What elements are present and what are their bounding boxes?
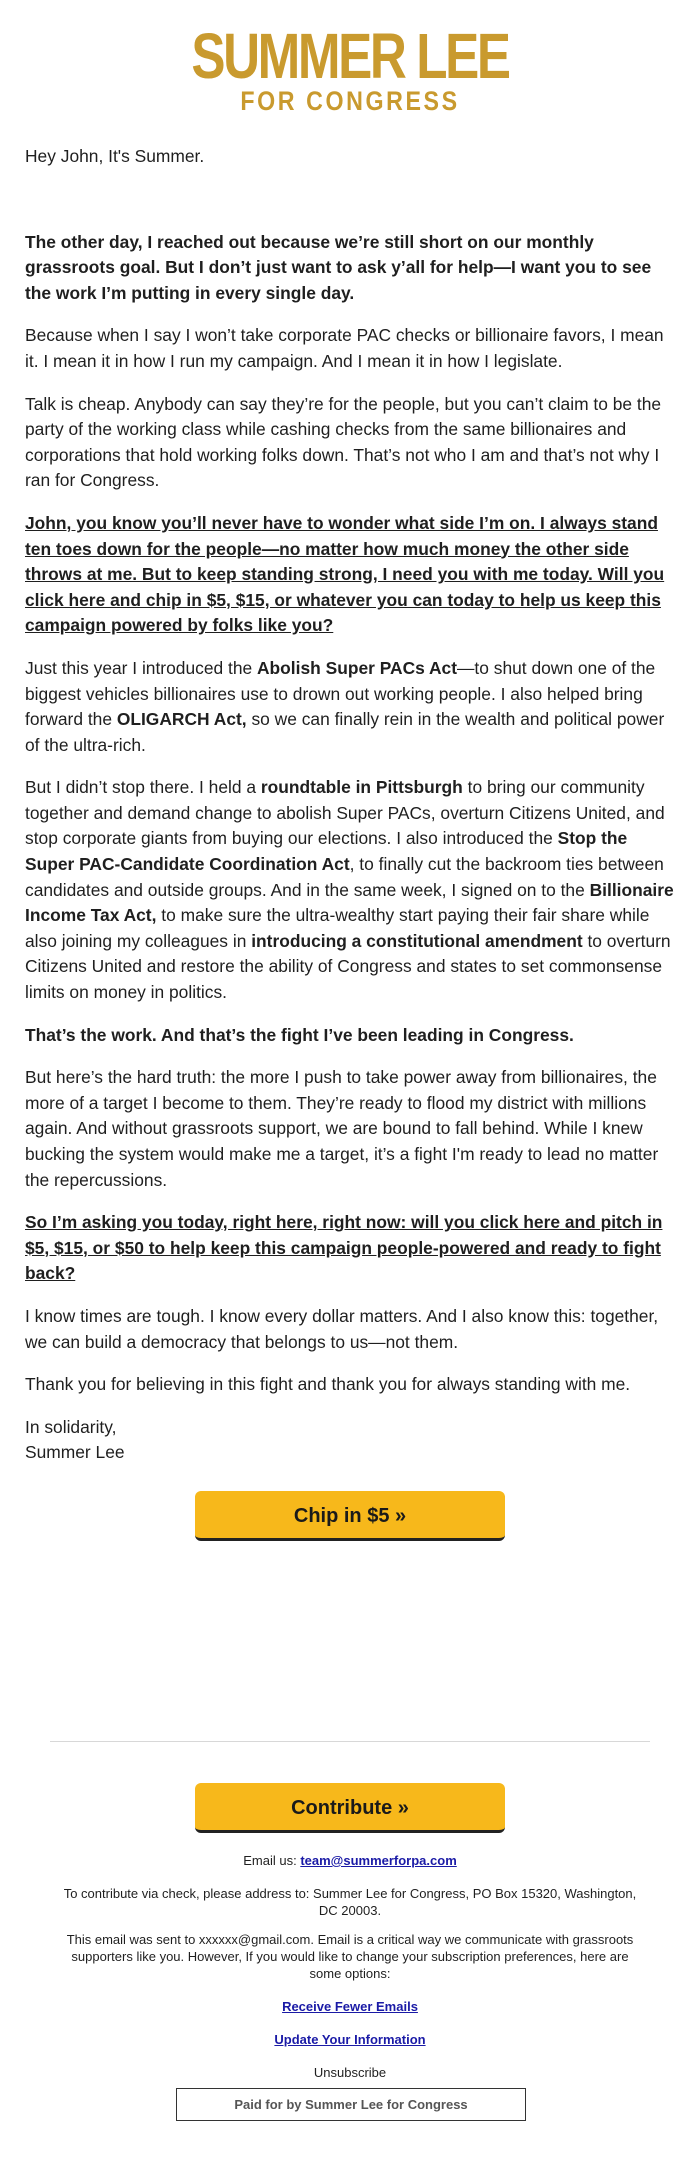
- email-body: [25, 144, 675, 1466]
- paragraph-10: I know times are tough. I know every dollar matters. And I also know this: together, we can build a democracy that belongs to us—not them.: [25, 1305, 659, 1352]
- check-address: To contribute via check, please address to: Summer Lee for Congress, PO Box 15320, Washington, DC 20003.: [63, 1886, 637, 1918]
- update-information-link[interactable]: Update Your Information: [274, 2032, 426, 2047]
- paragraph-3: Talk is cheap. Anybody can say they’re for the people, but you can’t claim to be the party of the working class while cashing checks from the same billionaires and corporations that hold working folks down. That’s not who I am and that’s not why I ran for Congress.: [25, 393, 662, 491]
- donate-link-paragraph-1[interactable]: John, you know you’ll never have to wonder what side I’m on. I always stand ten toes down for the people—no matter how much money the other side throws at me. But to keep standing strong, I need you with me today. Will you click here and chip in $5, $15, or whatever you can today to help us keep this campaign powered by folks like you?: [25, 512, 665, 636]
- unsubscribe-link[interactable]: Unsubscribe: [313, 2065, 387, 2080]
- greeting: Hey John, It's Summer.: [25, 146, 205, 166]
- campaign-logo: [0, 20, 700, 118]
- subscription-notice: This email was sent to xxxxxx@gmail.com. Email is a critical way we communicate with grassroots supporters like you. However, If you would like to change your subscription preferences, here are some options:: [66, 1932, 634, 1981]
- signoff: In solidarity,: [25, 1416, 117, 1437]
- donate-link-paragraph-2[interactable]: So I’m asking you today, right here, right now: will you click here and pitch in $5, $15, or $50 to help keep this campaign people-powered and ready to fight back?: [25, 1212, 663, 1284]
- paragraph-5: Just this year I introduced the Abolish Super PACs Act—to shut down one of the biggest vehicles billionaires use to drown out working people. I also helped bring forward the OLIGARCH Act, so we can finally rein in the wealth and political power of the ultra-rich.: [25, 657, 665, 755]
- paid-for-disclaimer: Paid for by Summer Lee for Congress: [176, 2088, 526, 2121]
- logo-subtitle: FOR CONGRESS: [240, 86, 460, 116]
- signature-block: [25, 1415, 675, 1466]
- paragraph-2: Because when I say I won’t take corporate PAC checks or billionaire favors, I mean it. I mean it in how I run my campaign. And I mean it in how I legislate.: [25, 325, 664, 371]
- chip-in-button[interactable]: Chip in $5 »: [195, 1491, 505, 1541]
- email-contact: Email us: team@summerforpa.com: [243, 1853, 457, 1868]
- footer: [60, 1852, 640, 2093]
- signature: Summer Lee: [25, 1442, 125, 1463]
- paragraph-8: But here’s the hard truth: the more I push to take power away from billionaires, the more of a target I become to them. They’re ready to flood my district with millions again. And without grassroots support, we are bound to fall behind. While I knew bucking the system would make me a target, it’s a fight I'm ready to lead no matter the repercussions.: [25, 1067, 659, 1190]
- paragraph-6: But I didn’t stop there. I held a roundtable in Pittsburgh to bring our community together and demand change to abolish Super PACs, overturn Citizens United, and stop corporate giants from buying our elections. I also introduced the Stop the Super PAC-Candidate Coordination Act, to finally cut the backroom ties between candidates and outside groups. And in the same week, I signed on to the Billionaire Income Tax Act, to make sure the ultra-wealthy start paying their fair share while also joining my colleagues in introducing a constitutional amendment to overturn Citizens United and restore the ability of Congress and states to set commonsense limits on money in politics.: [25, 777, 674, 1003]
- logo-name: SUMMER LEE: [191, 20, 509, 92]
- intro-paragraph: The other day, I reached out because we’re still short on our monthly grassroots goal. But I don’t just want to ask y’all for help—I want you to see the work I’m putting in every single day.: [25, 231, 652, 303]
- paragraph-7: That’s the work. And that’s the fight I’ve been leading in Congress.: [25, 1024, 574, 1045]
- contribute-button[interactable]: Contribute »: [195, 1783, 505, 1833]
- paragraph-11: Thank you for believing in this fight and thank you for always standing with me.: [25, 1374, 631, 1395]
- receive-fewer-emails-link[interactable]: Receive Fewer Emails: [282, 1999, 418, 2014]
- divider: [50, 1741, 650, 1742]
- email-link[interactable]: team@summerforpa.com: [300, 1853, 457, 1868]
